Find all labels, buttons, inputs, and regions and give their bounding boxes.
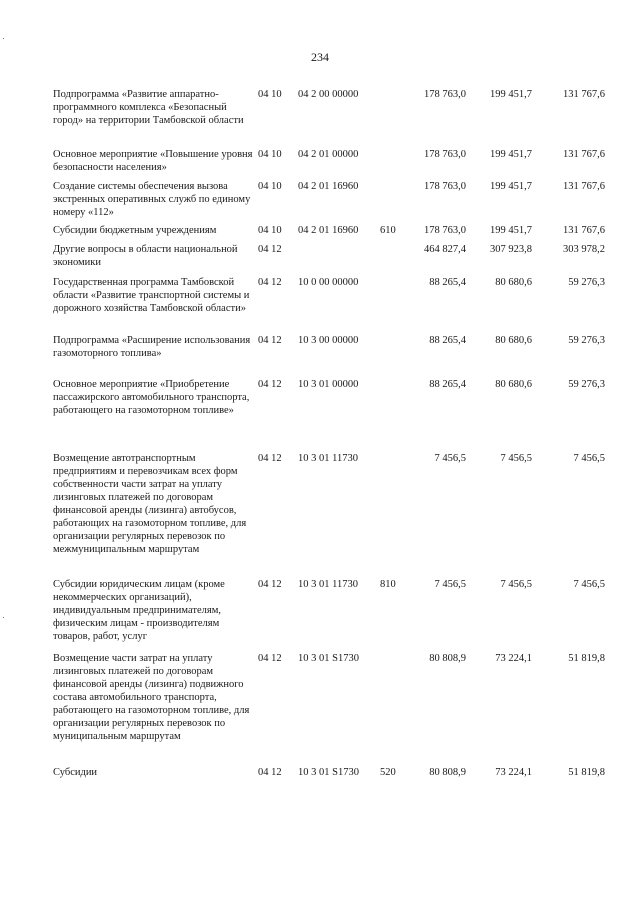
page-number: 234	[311, 50, 329, 64]
row-name: Основное мероприятие «Повышение уровня безопасности населения»	[53, 149, 253, 173]
row-value-2: 307 923,8	[490, 244, 532, 255]
row-section: 04 12	[258, 379, 282, 390]
row-value-2: 80 680,6	[495, 379, 532, 390]
row-value-1: 7 456,5	[434, 453, 466, 464]
row-name: Подпрограмма «Расширение использования газомоторного топлива»	[53, 335, 251, 359]
row-section: 04 10	[258, 181, 282, 192]
row-target-article: 10 3 01 S1730	[298, 767, 359, 778]
row-value-2: 199 451,7	[490, 225, 532, 236]
row-value-3: 51 819,8	[568, 653, 605, 664]
row-value-2: 80 680,6	[495, 335, 532, 346]
row-target-article: 10 3 01 11730	[298, 453, 358, 464]
row-target-article: 10 3 01 11730	[298, 579, 358, 590]
row-value-3: 303 978,2	[563, 244, 605, 255]
row-target-article: 10 3 00 00000	[298, 335, 359, 346]
row-section: 04 12	[258, 767, 282, 778]
row-target-article: 04 2 01 16960	[298, 181, 359, 192]
row-target-article: 04 2 01 00000	[298, 149, 359, 160]
row-value-3: 59 276,3	[568, 335, 605, 346]
row-value-3: 7 456,5	[573, 453, 605, 464]
row-section: 04 12	[258, 335, 282, 346]
scan-speck	[3, 617, 4, 618]
row-section: 04 10	[258, 149, 282, 160]
row-name: Основное мероприятие «Приобретение пассажирского автомобильного транспорта, работающего на газомоторном топливе»	[53, 379, 250, 416]
row-name: Возмещение автотранспортным предприятиям и перевозчикам всех форм собственности части затрат на уплату лизинговых платежей по договорам финансовой аренды (лизинга) автобусов, работающих на газомоторном топливе, для организации регулярных перевозок по межмуниципальным маршрутам	[53, 453, 247, 555]
row-value-2: 7 456,5	[500, 579, 532, 590]
row-name: Государственная программа Тамбовской области «Развитие транспортной системы и дорожного хозяйства Тамбовской области»	[53, 277, 250, 314]
row-value-1: 88 265,4	[429, 379, 466, 390]
row-value-2: 73 224,1	[495, 767, 532, 778]
row-expense-type: 810	[380, 579, 396, 590]
row-value-3: 131 767,6	[563, 89, 605, 100]
row-section: 04 12	[258, 277, 282, 288]
row-value-2: 199 451,7	[490, 89, 532, 100]
row-target-article: 10 3 01 00000	[298, 379, 359, 390]
row-value-3: 131 767,6	[563, 225, 605, 236]
row-value-1: 178 763,0	[424, 89, 466, 100]
row-value-2: 73 224,1	[495, 653, 532, 664]
row-name: Субсидии бюджетным учреждениям	[53, 225, 217, 236]
row-section: 04 12	[258, 579, 282, 590]
row-value-1: 178 763,0	[424, 225, 466, 236]
row-name: Субсидии юридическим лицам (кроме некоммерческих организаций), индивидуальным предпринимателям, физическим лицам - производителям товаров, работ, услуг	[53, 579, 225, 642]
row-value-1: 88 265,4	[429, 277, 466, 288]
row-value-1: 88 265,4	[429, 335, 466, 346]
row-value-3: 51 819,8	[568, 767, 605, 778]
row-name: Подпрограмма «Развитие аппаратно-программного комплекса «Безопасный город» на территории Тамбовской области	[53, 89, 244, 126]
row-name: Создание системы обеспечения вызова экстренных оперативных служб по единому номеру «112»	[53, 181, 251, 218]
row-target-article: 04 2 01 16960	[298, 225, 359, 236]
row-target-article: 10 0 00 00000	[298, 277, 359, 288]
row-value-2: 7 456,5	[500, 453, 532, 464]
row-section: 04 12	[258, 453, 282, 464]
row-value-2: 199 451,7	[490, 149, 532, 160]
row-expense-type: 520	[380, 767, 396, 778]
row-value-3: 7 456,5	[573, 579, 605, 590]
row-value-1: 80 808,9	[429, 653, 466, 664]
row-value-3: 131 767,6	[563, 149, 605, 160]
row-value-3: 59 276,3	[568, 277, 605, 288]
row-value-1: 178 763,0	[424, 149, 466, 160]
scan-speck	[3, 38, 4, 39]
row-section: 04 10	[258, 89, 282, 100]
row-value-1: 178 763,0	[424, 181, 466, 192]
row-name: Субсидии	[53, 767, 98, 778]
row-section: 04 10	[258, 225, 282, 236]
row-value-3: 131 767,6	[563, 181, 605, 192]
row-value-1: 464 827,4	[424, 244, 466, 255]
row-value-1: 80 808,9	[429, 767, 466, 778]
row-section: 04 12	[258, 653, 282, 664]
row-value-2: 199 451,7	[490, 181, 532, 192]
row-value-3: 59 276,3	[568, 379, 605, 390]
row-section: 04 12	[258, 244, 282, 255]
row-value-2: 80 680,6	[495, 277, 532, 288]
row-expense-type: 610	[380, 225, 396, 236]
row-name: Другие вопросы в области национальной экономики	[53, 244, 238, 268]
row-target-article: 10 3 01 S1730	[298, 653, 359, 664]
row-value-1: 7 456,5	[434, 579, 466, 590]
row-name: Возмещение части затрат на уплату лизинговых платежей по договорам финансовой аренды (лизинга) подвижного состава автомобильного транспорта, работающего на газомоторном топливе, для организации регулярных перевозок по муниципальным маршрутам	[53, 653, 250, 742]
row-target-article: 04 2 00 00000	[298, 89, 359, 100]
